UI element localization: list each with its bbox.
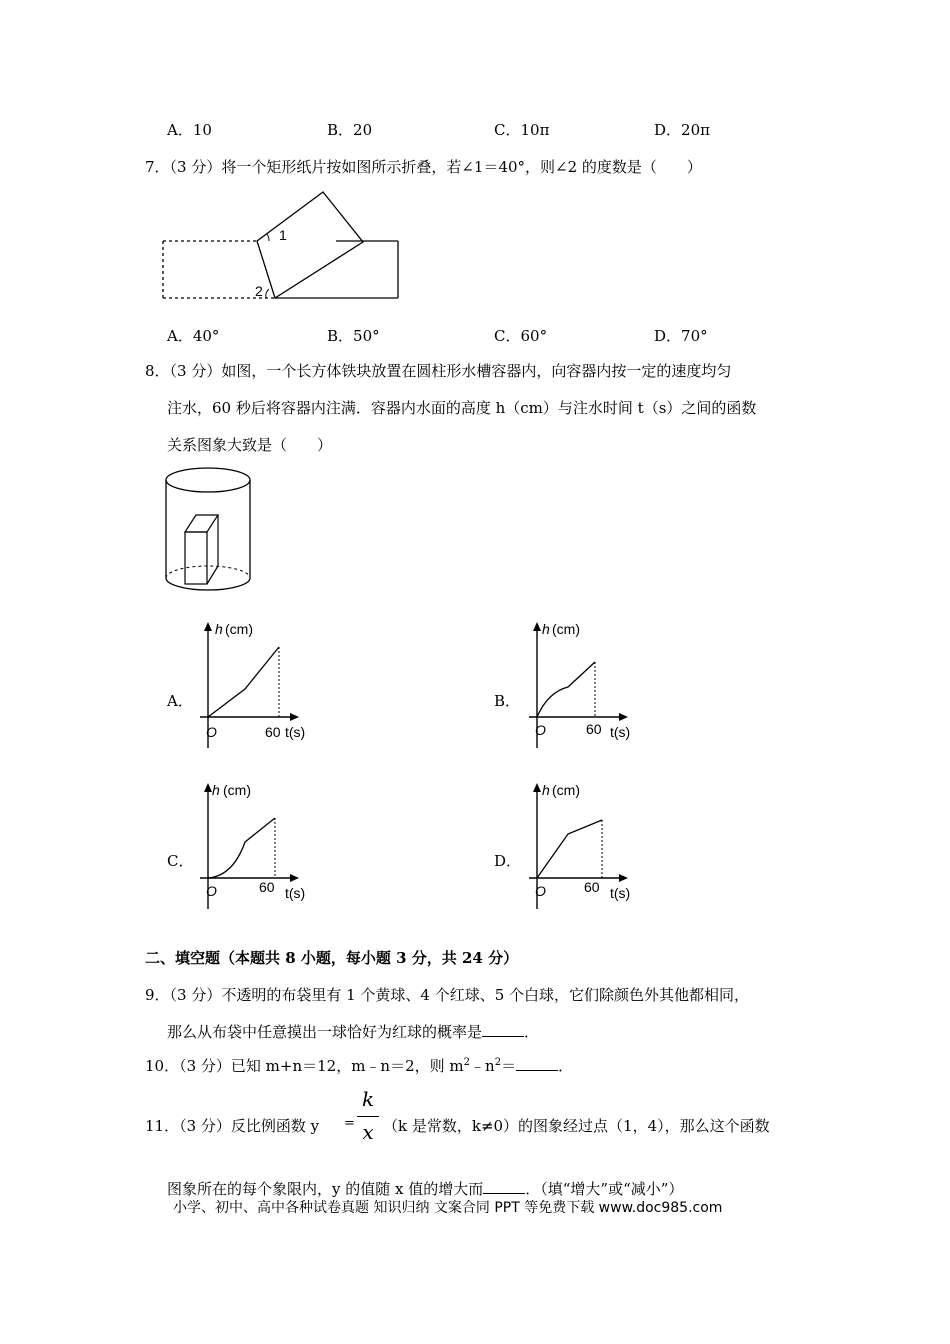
q8-graph-d xyxy=(520,778,655,913)
graph-c-x-tick: 60 xyxy=(259,879,275,895)
section-2-heading: 二、填空题（本题共 8 小题，每小题 3 分，共 24 分） xyxy=(145,949,519,967)
q8-line-3: 关系图象大致是（ ） xyxy=(167,436,333,454)
q11-fraction-bar xyxy=(357,1116,379,1117)
q8-option-c-label: C． xyxy=(167,852,194,870)
q9-line-2-end: ． xyxy=(524,1023,540,1041)
q6-option-c: C．10π xyxy=(494,121,550,139)
graph-c-y-label: h xyxy=(212,782,220,798)
q7-option-b: B．50° xyxy=(327,327,380,345)
q11-numerator: k xyxy=(361,1087,375,1111)
q8-graph-b xyxy=(520,617,655,752)
graph-a-x-tick: 60 xyxy=(265,724,281,740)
q8-graph-a xyxy=(195,617,330,752)
q11-line-2 xyxy=(167,1178,683,1199)
q11-line-2-text: 图象所在的每个象限内，y 的值随 x 值的增大而 xyxy=(167,1180,484,1198)
q7-option-d: D．70° xyxy=(654,327,708,345)
q11-answer-blank[interactable] xyxy=(483,1179,525,1194)
q10-part-b: ﹣n xyxy=(470,1057,495,1075)
q11-line-2-end: ．（填“增大”或“减小”） xyxy=(525,1180,684,1198)
graph-d-origin: O xyxy=(535,883,546,899)
q8-cylinder-figure xyxy=(160,462,260,597)
q9-line-1: 9．（3 分）不透明的布袋里有 1 个黄球、4 个红球、5 个白球，它们除颜色外其他都相同， xyxy=(145,986,750,1004)
q9-answer-blank[interactable] xyxy=(482,1022,524,1037)
graph-a-y-unit: (cm) xyxy=(225,621,253,637)
q7-text: 7．（3 分）将一个矩形纸片按如图所示折叠，若∠1＝40°，则∠2 的度数是（ ） xyxy=(145,158,702,176)
q9-line-2 xyxy=(167,1021,539,1042)
graph-d-x-label: t(s) xyxy=(610,885,631,901)
graph-d-x-tick: 60 xyxy=(584,879,600,895)
q8-option-d-label: D． xyxy=(494,852,522,870)
graph-c-origin: O xyxy=(206,883,217,899)
q11-denominator: x xyxy=(362,1120,374,1144)
graph-b-y-unit: (cm) xyxy=(552,621,580,637)
q7-option-a: A．40° xyxy=(167,327,220,345)
graph-a-x-label: t(s) xyxy=(285,724,306,740)
graph-b-x-label: t(s) xyxy=(610,724,631,740)
q8-graph-c xyxy=(195,778,330,913)
q7-angle-2-label: 2 xyxy=(255,283,263,299)
q8-option-b-label: B． xyxy=(494,692,521,710)
q10-part-a: 10．（3 分）已知 m+n＝12，m﹣n＝2，则 m xyxy=(145,1057,464,1075)
graph-b-origin: O xyxy=(535,722,546,738)
q10-sup-2: 2 xyxy=(494,1057,502,1068)
q6-option-a: A．10 xyxy=(167,121,212,139)
graph-a-origin: O xyxy=(206,724,217,740)
q7-folded-paper-figure xyxy=(160,182,410,307)
q8-option-a-label: A． xyxy=(167,692,193,710)
q8-line-1: 8．（3 分）如图，一个长方体铁块放置在圆柱形水槽容器内，向容器内按一定的速度均匀 xyxy=(145,362,732,380)
footer-download-notice: 小学、初中、高中各种试卷真题 知识归纳 文案合同 PPT 等免费下载 www.doc985.com xyxy=(173,1200,723,1216)
graph-b-x-tick: 60 xyxy=(586,721,602,737)
q9-line-2-text: 那么从布袋中任意摸出一球恰好为红球的概率是 xyxy=(167,1023,483,1041)
q10-part-d: ． xyxy=(558,1057,574,1075)
q6-option-d: D．20π xyxy=(654,121,710,139)
q10-part-c: ＝ xyxy=(501,1057,517,1075)
graph-b-y-label: h xyxy=(542,621,550,637)
q10-text xyxy=(145,1055,573,1076)
q6-option-b: B．20 xyxy=(327,121,373,139)
q10-sup-1: 2 xyxy=(463,1057,471,1068)
graph-c-x-label: t(s) xyxy=(285,885,306,901)
q8-line-2: 注水，60 秒后将容器内注满．容器内水面的高度 h（cm）与注水时间 t（s）之间的函数 xyxy=(167,399,757,417)
q11-part-b: （k 是常数，k≠0）的图象经过点（1，4），那么这个函数 xyxy=(383,1117,770,1135)
q10-answer-blank[interactable] xyxy=(516,1056,558,1071)
q11-part-a: 11．（3 分）反比例函数 y xyxy=(145,1117,320,1135)
graph-c-y-unit: (cm) xyxy=(223,782,251,798)
graph-d-y-label: h xyxy=(542,782,550,798)
q7-option-c: C．60° xyxy=(494,327,548,345)
graph-a-y-label: h xyxy=(215,621,223,637)
q11-equals: = xyxy=(344,1116,355,1131)
q7-angle-1-label: 1 xyxy=(279,227,287,243)
graph-d-y-unit: (cm) xyxy=(552,782,580,798)
